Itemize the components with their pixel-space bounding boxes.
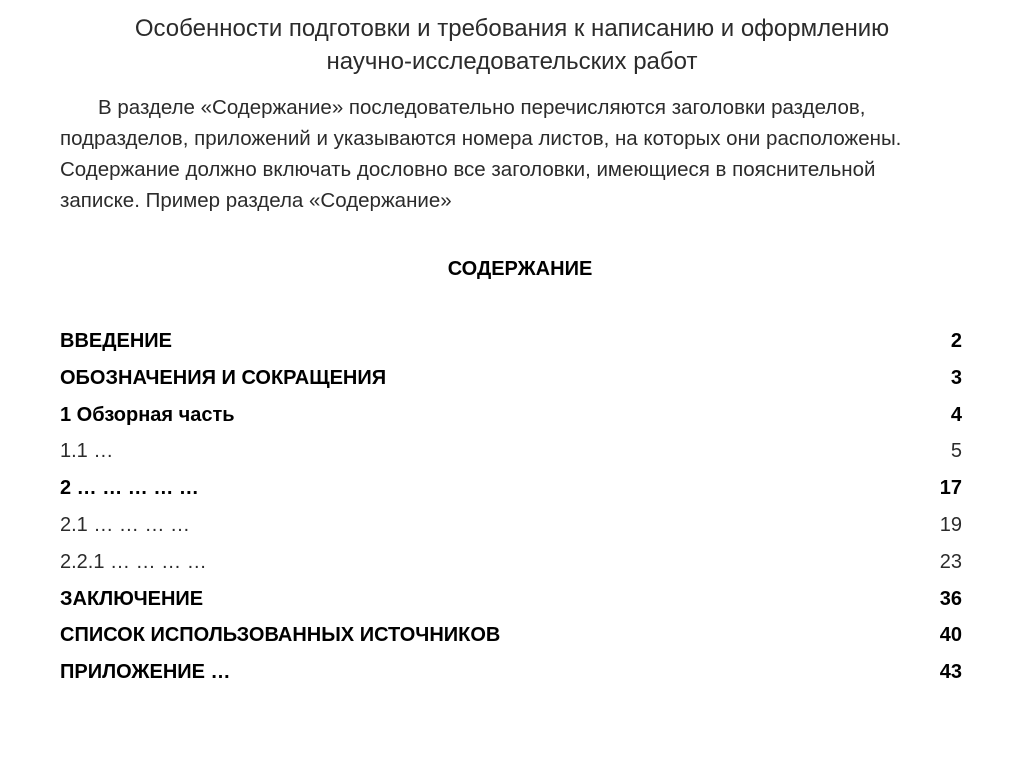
toc-item-page: 17 bbox=[939, 477, 962, 500]
toc-item bbox=[60, 404, 962, 441]
toc-item-page: 2 bbox=[950, 330, 962, 352]
toc-item-page: 40 bbox=[939, 624, 962, 647]
toc-item bbox=[60, 367, 962, 404]
toc-item bbox=[60, 551, 962, 588]
toc-item bbox=[60, 624, 962, 661]
toc-item-page: 43 bbox=[939, 661, 962, 684]
toc-item-page: 19 bbox=[939, 513, 962, 536]
toc-item-label: СПИСОК ИСПОЛЬЗОВАННЫХ ИСТОЧНИКОВ bbox=[60, 624, 501, 647]
toc-item-label: ОБОЗНАЧЕНИЯ И СОКРАЩЕНИЯ bbox=[60, 366, 387, 389]
toc-item-page: 4 bbox=[950, 403, 962, 426]
toc-item bbox=[60, 440, 962, 477]
toc-list bbox=[60, 330, 962, 698]
slide-title bbox=[40, 12, 984, 78]
toc-item-page: 36 bbox=[939, 587, 962, 610]
toc-heading: СОДЕРЖАНИЕ bbox=[447, 258, 593, 280]
toc-item-label: ЗАКЛЮЧЕНИЕ bbox=[60, 587, 204, 610]
slide-title-line-1: Особенности подготовки и требования к написанию и оформлению bbox=[134, 15, 890, 42]
toc-item bbox=[60, 477, 962, 514]
toc-item-label: 2.1 … … … … bbox=[60, 513, 191, 536]
toc-item-page: 5 bbox=[950, 440, 962, 463]
toc-item-page: 23 bbox=[939, 550, 962, 573]
toc-item bbox=[60, 330, 962, 367]
toc-item bbox=[60, 588, 962, 625]
toc-item bbox=[60, 514, 962, 551]
toc-item-label: ПРИЛОЖЕНИЕ … bbox=[60, 661, 231, 684]
toc-item-page: 3 bbox=[950, 366, 962, 389]
toc-item bbox=[60, 661, 962, 698]
slide-title-line-2: научно-исследовательских работ bbox=[326, 48, 698, 75]
toc-item-label: 2 … … … … … bbox=[60, 477, 199, 500]
toc-item-label: 2.2.1 … … … … bbox=[60, 550, 207, 573]
toc-item-label: 1 Обзорная часть bbox=[60, 403, 235, 426]
toc-item-label: ВВЕДЕНИЕ bbox=[60, 330, 172, 352]
toc-item-label: 1.1 … bbox=[60, 440, 114, 463]
intro-paragraph: В разделе «Содержание» последовательно перечисляются заголовки разделов, подразделов, приложений и указываются номера листов, на которых они расположены. Содержание должно включать дословно все заголовки, имеющиеся в пояснительной записке. Пример раздела «Содержание» bbox=[60, 96, 902, 212]
